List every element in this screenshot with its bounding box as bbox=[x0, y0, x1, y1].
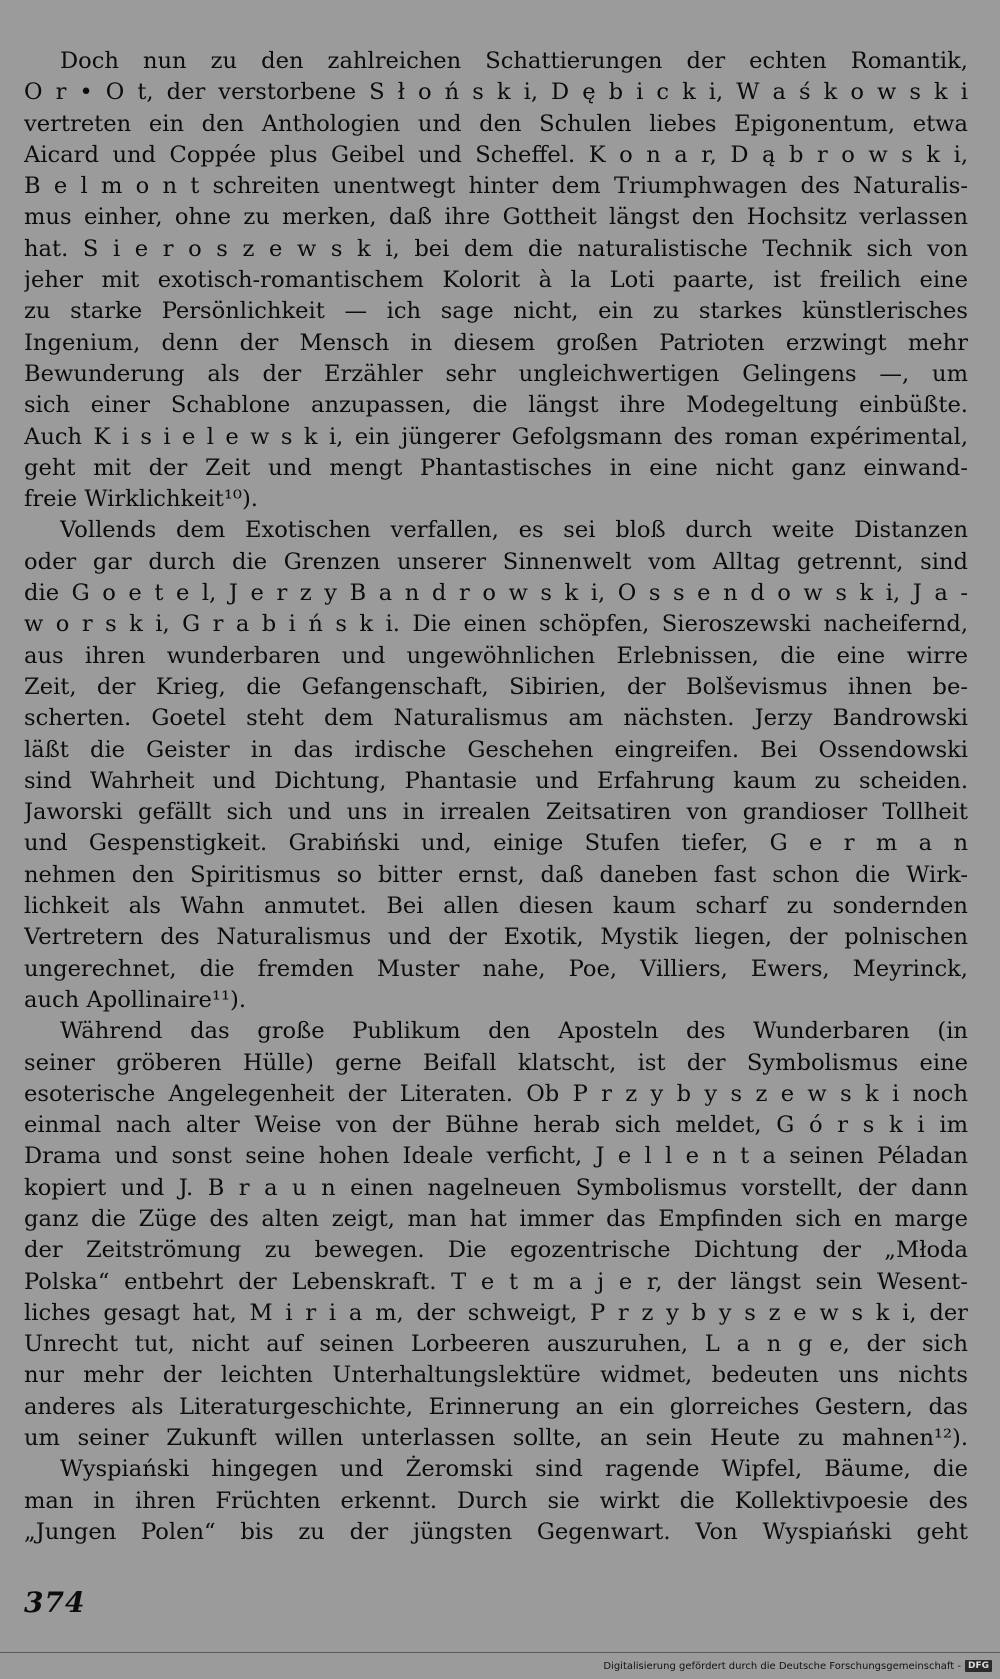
page-number: 374 bbox=[24, 1586, 86, 1619]
text-line: liches gesagt hat, M i r i a m, der schweigt, P r z y b y s z e w s k i, der bbox=[24, 1299, 968, 1326]
text-line: Vertretern des Naturalismus und der Exotik, Mystik liegen, der polnischen bbox=[24, 924, 968, 951]
text-line: um seiner Zukunft willen unterlassen sollte, an sein Heute zu mahnen¹²). bbox=[24, 1425, 968, 1452]
text-line: Bewunderung als der Erzähler sehr ungleichwertigen Gelingens —, um bbox=[24, 360, 968, 387]
text-line: der Zeitströmung zu bewegen. Die egozentrische Dichtung der „Młoda bbox=[24, 1237, 968, 1264]
text-line: die G o e t e l, J e r z y B a n d r o w s k i, O s s e n d o w s k i, J a - bbox=[24, 580, 968, 607]
dfg-logo: DFG bbox=[965, 1660, 992, 1672]
footer-divider bbox=[0, 1652, 1000, 1653]
text-line: Während das große Publikum den Aposteln des Wunderbaren (in bbox=[60, 1018, 968, 1045]
text-line: Drama und sonst seine hohen Ideale verficht, J e l l e n t a seinen Péladan bbox=[24, 1143, 968, 1170]
text-line: hat. S i e r o s z e w s k i, bei dem die naturalistische Technik sich von bbox=[24, 235, 968, 262]
text-line: aus ihren wunderbaren und ungewöhnlichen Erlebnissen, die eine wirre bbox=[24, 642, 968, 669]
text-line: sind Wahrheit und Dichtung, Phantasie und Erfahrung kaum zu scheiden. bbox=[24, 767, 968, 794]
text-line: auch Apollinaire¹¹). bbox=[24, 986, 246, 1013]
text-line: man in ihren Früchten erkennt. Durch sie wirkt die Kollektivpoesie des bbox=[24, 1487, 968, 1514]
text-line: Polska“ entbehrt der Lebenskraft. T e t m a j e r, der längst sein Wesent- bbox=[24, 1268, 968, 1295]
text-line: Aicard und Coppée plus Geibel und Scheffel. K o n a r, D ą b r o w s k i, bbox=[24, 141, 968, 168]
text-line: Zeit, der Krieg, die Gefangenschaft, Sibirien, der Bolševismus ihnen be- bbox=[24, 673, 968, 700]
footer-credit: Digitalisierung gefördert durch die Deutsche Forschungsgemeinschaft - bbox=[603, 1660, 961, 1672]
text-line: jeher mit exotisch-romantischem Kolorit à la Loti paarte, ist freilich eine bbox=[24, 267, 968, 294]
text-line: ungerechnet, die fremden Muster nahe, Poe, Villiers, Ewers, Meyrinck, bbox=[24, 955, 968, 982]
text-line: einmal nach alter Weise von der Bühne herab sich meldet, G ó r s k i im bbox=[24, 1112, 968, 1139]
text-line: ganz die Züge des alten zeigt, man hat immer das Empfinden sich en marge bbox=[24, 1205, 968, 1232]
text-line: kopiert und J. B r a u n einen nagelneuen Symbolismus vorstellt, der dann bbox=[24, 1174, 968, 1201]
text-line: geht mit der Zeit und mengt Phantastisches in eine nicht ganz einwand- bbox=[24, 454, 968, 481]
text-line: Unrecht tut, nicht auf seinen Lorbeeren auszuruhen, L a n g e, der sich bbox=[24, 1331, 968, 1358]
body-text bbox=[24, 46, 968, 1548]
text-line: vertreten ein den Anthologien und den Schulen liebes Epigonentum, etwa bbox=[24, 110, 968, 137]
text-line: läßt die Geister in das irdische Geschehen eingreifen. Bei Ossendowski bbox=[24, 736, 968, 763]
text-line: sich einer Schablone anzupassen, die längst ihre Modegeltung einbüßte. bbox=[24, 392, 968, 419]
text-line: nur mehr der leichten Unterhaltungslektüre widmet, bedeuten uns nichts bbox=[24, 1362, 968, 1389]
text-line: freie Wirklichkeit¹⁰). bbox=[24, 486, 258, 513]
text-line: esoterische Angelegenheit der Literaten. Ob P r z y b y s z e w s k i noch bbox=[24, 1080, 968, 1107]
text-line: Wyspiański hingegen und Żeromski sind ragende Wipfel, Bäume, die bbox=[60, 1456, 968, 1483]
text-line: lichkeit als Wahn anmutet. Bei allen diesen kaum scharf zu sondernden bbox=[24, 893, 968, 920]
text-line: zu starke Persönlichkeit — ich sage nicht, ein zu starkes künstlerisches bbox=[24, 298, 968, 325]
text-line: Vollends dem Exotischen verfallen, es sei bloß durch weite Distanzen bbox=[60, 517, 968, 544]
text-line: seiner gröberen Hülle) gerne Beifall klatscht, ist der Symbolismus eine bbox=[24, 1049, 968, 1076]
text-line: anderes als Literaturgeschichte, Erinnerung an ein glorreiches Gestern, das bbox=[24, 1393, 968, 1420]
text-line: Auch K i s i e l e w s k i, ein jüngerer Gefolgsmann des roman expérimental, bbox=[24, 423, 968, 450]
text-line: scherten. Goetel steht dem Naturalismus am nächsten. Jerzy Bandrowski bbox=[24, 705, 968, 732]
text-line: mus einher, ohne zu merken, daß ihre Gottheit längst den Hochsitz verlassen bbox=[24, 204, 968, 231]
text-line: B e l m o n t schreiten unentwegt hinter dem Triumphwagen des Naturalis- bbox=[24, 173, 968, 200]
digitization-footer bbox=[603, 1660, 992, 1672]
text-line: Ingenium, denn der Mensch in diesem großen Patrioten erzwingt mehr bbox=[24, 329, 968, 356]
text-line: „Jungen Polen“ bis zu der jüngsten Gegenwart. Von Wyspiański geht bbox=[24, 1518, 968, 1545]
text-line: Jaworski gefällt sich und uns in irrealen Zeitsatiren von grandioser Tollheit bbox=[24, 799, 968, 826]
text-line: w o r s k i, G r a b i ń s k i. Die einen schöpfen, Sieroszewski nacheifernd, bbox=[24, 611, 968, 638]
text-line: nehmen den Spiritismus so bitter ernst, daß daneben fast schon die Wirk- bbox=[24, 861, 968, 888]
text-line: O r • O t, der verstorbene S ł o ń s k i, D ę b i c k i, W a ś k o w s k i bbox=[24, 79, 968, 106]
text-line: und Gespenstigkeit. Grabiński und, einige Stufen tiefer, G e r m a n bbox=[24, 830, 968, 857]
text-line: oder gar durch die Grenzen unserer Sinnenwelt vom Alltag getrennt, sind bbox=[24, 548, 968, 575]
text-line: Doch nun zu den zahlreichen Schattierungen der echten Romantik, bbox=[60, 48, 968, 74]
